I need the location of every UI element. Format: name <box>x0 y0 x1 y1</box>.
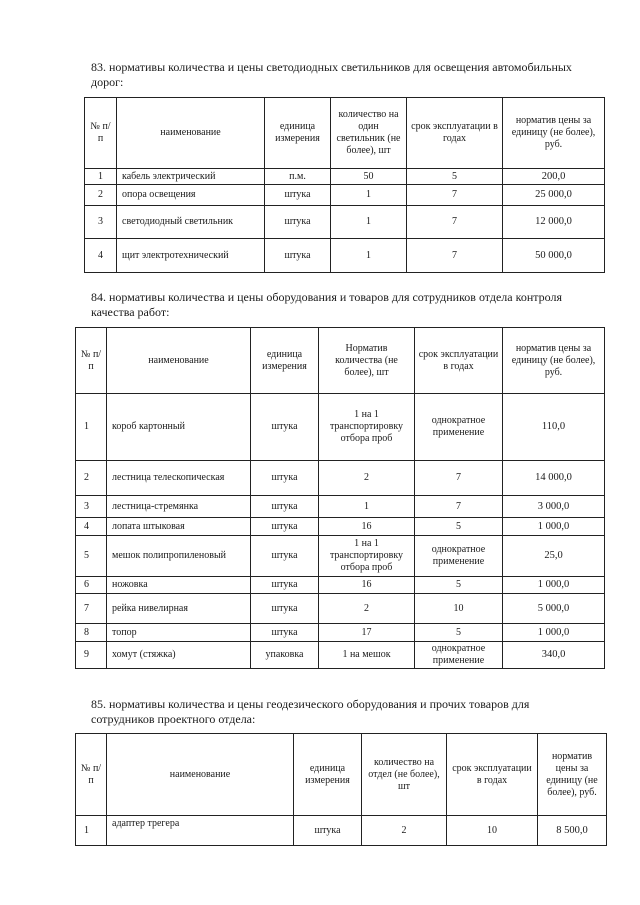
cell-unit: штука <box>265 206 331 239</box>
cell-number: 4 <box>85 239 117 273</box>
cell-quantity: 17 <box>319 624 415 642</box>
cell-name: лопата штыковая <box>107 518 251 536</box>
cell-quantity: 2 <box>319 461 415 496</box>
cell-name: рейка нивелирная <box>107 594 251 624</box>
cell-unit: штука <box>251 536 319 577</box>
col-header-number: № п/п <box>76 734 107 816</box>
section-84-heading: 84. нормативы количества и цены оборудования и товаров для сотрудников отдела контроля качества работ: <box>91 290 563 319</box>
cell-price: 25 000,0 <box>503 185 605 206</box>
col-header-number: № п/п <box>85 98 117 169</box>
col-header-service-life: срок эксплуатации в годах <box>415 328 503 394</box>
cell-service-life: 10 <box>415 594 503 624</box>
col-header-unit: единица измерения <box>294 734 362 816</box>
cell-name: мешок полипропиленовый <box>107 536 251 577</box>
cell-number: 1 <box>76 816 107 846</box>
cell-quantity: 1 <box>331 239 407 273</box>
cell-number: 6 <box>76 577 107 594</box>
cell-quantity: 16 <box>319 577 415 594</box>
cell-name: хомут (стяжка) <box>107 642 251 669</box>
table-row <box>85 206 605 239</box>
cell-number: 8 <box>76 624 107 642</box>
cell-price: 50 000,0 <box>503 239 605 273</box>
table-row <box>76 461 605 496</box>
cell-quantity: 2 <box>319 594 415 624</box>
cell-service-life: 5 <box>415 624 503 642</box>
col-header-price: норматив цены за единицу (не более), руб. <box>503 98 605 169</box>
col-header-unit: единица измерения <box>265 98 331 169</box>
cell-name: кабель электрический <box>117 169 265 185</box>
cell-service-life: 7 <box>407 185 503 206</box>
col-header-service-life: срок эксплуатации в годах <box>447 734 538 816</box>
cell-unit: упаковка <box>251 642 319 669</box>
cell-price: 200,0 <box>503 169 605 185</box>
cell-number: 1 <box>76 394 107 461</box>
col-header-quantity: Норматив количества (не более), шт <box>319 328 415 394</box>
cell-quantity: 1 на 1 транспортировку отбора проб <box>319 394 415 461</box>
cell-price: 1 000,0 <box>503 624 605 642</box>
cell-name: короб картонный <box>107 394 251 461</box>
cell-name: адаптер трегера <box>107 816 294 846</box>
cell-quantity: 1 на мешок <box>319 642 415 669</box>
table-section-83 <box>84 97 605 273</box>
table-row <box>76 536 605 577</box>
cell-unit: штука <box>251 394 319 461</box>
cell-number: 4 <box>76 518 107 536</box>
section-83-heading: 83. нормативы количества и цены светодиодных светильников для освещения автомобильных дорог: <box>91 60 572 89</box>
col-header-name: наименование <box>117 98 265 169</box>
cell-service-life: 5 <box>415 577 503 594</box>
cell-service-life: 5 <box>407 169 503 185</box>
col-header-service-life: срок эксплуатации в годах <box>407 98 503 169</box>
section-85-heading: 85. нормативы количества и цены геодезического оборудования и прочих товаров для сотрудников проектного отдела: <box>91 697 530 726</box>
cell-service-life: 10 <box>447 816 538 846</box>
cell-quantity: 1 на 1 транспортировку отбора проб <box>319 536 415 577</box>
cell-price: 14 000,0 <box>503 461 605 496</box>
cell-service-life: 7 <box>407 206 503 239</box>
cell-name: светодиодный светильник <box>117 206 265 239</box>
cell-service-life: 7 <box>407 239 503 273</box>
table-row <box>76 642 605 669</box>
cell-number: 2 <box>76 461 107 496</box>
cell-name: лестница-стремянка <box>107 496 251 518</box>
cell-quantity: 1 <box>331 206 407 239</box>
table-row <box>76 816 607 846</box>
table-header-row <box>85 98 605 169</box>
col-header-quantity: количество на отдел (не более), шт <box>362 734 447 816</box>
cell-price: 12 000,0 <box>503 206 605 239</box>
col-header-price: норматив цены за единицу (не более), руб. <box>538 734 607 816</box>
cell-name: лестница телескопическая <box>107 461 251 496</box>
cell-number: 7 <box>76 594 107 624</box>
cell-service-life: однократное применение <box>415 536 503 577</box>
cell-number: 3 <box>85 206 117 239</box>
col-header-quantity: количество на один светильник (не более), шт <box>331 98 407 169</box>
cell-quantity: 50 <box>331 169 407 185</box>
cell-unit: штука <box>251 518 319 536</box>
cell-unit: штука <box>251 577 319 594</box>
cell-number: 1 <box>85 169 117 185</box>
cell-quantity: 16 <box>319 518 415 536</box>
col-header-number: № п/п <box>76 328 107 394</box>
cell-service-life: 7 <box>415 461 503 496</box>
cell-unit: штука <box>294 816 362 846</box>
cell-name: щит электротехнический <box>117 239 265 273</box>
cell-service-life: 5 <box>415 518 503 536</box>
cell-price: 8 500,0 <box>538 816 607 846</box>
cell-unit: п.м. <box>265 169 331 185</box>
cell-quantity: 1 <box>319 496 415 518</box>
cell-name: опора освещения <box>117 185 265 206</box>
col-header-name: наименование <box>107 328 251 394</box>
table-row <box>85 239 605 273</box>
cell-number: 3 <box>76 496 107 518</box>
cell-unit: штука <box>251 496 319 518</box>
cell-service-life: 7 <box>415 496 503 518</box>
cell-unit: штука <box>251 594 319 624</box>
cell-price: 110,0 <box>503 394 605 461</box>
cell-number: 2 <box>85 185 117 206</box>
cell-quantity: 2 <box>362 816 447 846</box>
table-section-85 <box>75 733 607 846</box>
cell-number: 5 <box>76 536 107 577</box>
table-header-row <box>76 734 607 816</box>
cell-unit: штука <box>265 239 331 273</box>
cell-service-life: однократное применение <box>415 642 503 669</box>
cell-number: 9 <box>76 642 107 669</box>
table-row <box>76 394 605 461</box>
cell-unit: штука <box>251 624 319 642</box>
table-row <box>76 594 605 624</box>
table-row <box>85 185 605 206</box>
cell-service-life: однократное применение <box>415 394 503 461</box>
table-row <box>85 169 605 185</box>
cell-name: ножовка <box>107 577 251 594</box>
table-row <box>76 577 605 594</box>
table-row <box>76 496 605 518</box>
table-section-84 <box>75 327 605 669</box>
cell-unit: штука <box>251 461 319 496</box>
cell-price: 25,0 <box>503 536 605 577</box>
col-header-name: наименование <box>107 734 294 816</box>
table-row <box>76 518 605 536</box>
cell-price: 5 000,0 <box>503 594 605 624</box>
table-row <box>76 624 605 642</box>
cell-unit: штука <box>265 185 331 206</box>
cell-quantity: 1 <box>331 185 407 206</box>
cell-price: 1 000,0 <box>503 577 605 594</box>
col-header-price: норматив цены за единицу (не более), руб. <box>503 328 605 394</box>
col-header-unit: единица измерения <box>251 328 319 394</box>
cell-name: топор <box>107 624 251 642</box>
cell-price: 3 000,0 <box>503 496 605 518</box>
table-header-row <box>76 328 605 394</box>
cell-price: 340,0 <box>503 642 605 669</box>
cell-price: 1 000,0 <box>503 518 605 536</box>
